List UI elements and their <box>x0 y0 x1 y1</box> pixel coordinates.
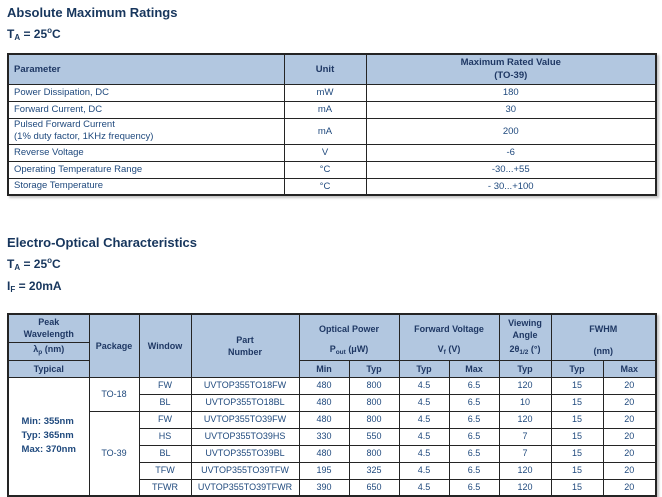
value-cell: 480 <box>299 377 349 394</box>
cond-symbol: T <box>7 257 15 271</box>
value-cell: 800 <box>349 411 399 428</box>
value-cell: 15 <box>551 411 603 428</box>
value-cell: 20 <box>603 411 656 428</box>
unit-cell: °C <box>284 178 366 195</box>
typical-header: Typical <box>8 360 89 377</box>
value-cell: 20 <box>603 479 656 496</box>
cond-subscript: A <box>14 263 21 272</box>
max-rated-value-line2: (TO-39) <box>494 70 528 82</box>
value-cell: 4.5 <box>399 394 449 411</box>
forward-voltage-header: Forward Voltage $V_f$ (V) <box>399 314 499 360</box>
va-typ-header: Typ <box>499 360 551 377</box>
parameter-cell: Reverse Voltage <box>8 144 284 161</box>
table-row <box>8 411 656 428</box>
table-row <box>8 161 656 178</box>
pout-min-header: Min <box>299 360 349 377</box>
pout-typ-header: Typ <box>349 360 399 377</box>
value-cell: 15 <box>551 377 603 394</box>
value-cell: 6.5 <box>449 462 499 479</box>
value-cell: 390 <box>299 479 349 496</box>
cond-subscript: A <box>14 33 21 42</box>
window-cell: TFW <box>139 462 191 479</box>
table-row <box>8 178 656 195</box>
table-row <box>8 144 656 161</box>
value-cell: - 30...+100 <box>366 178 656 195</box>
package-cell-to18: TO-18 <box>89 377 139 411</box>
value-cell: 800 <box>349 377 399 394</box>
value-cell: 7 <box>499 428 551 445</box>
value-cell: 800 <box>349 394 399 411</box>
cond-subscript: F <box>10 285 16 294</box>
vf-max-header: Max <box>449 360 499 377</box>
cond-value: = 20mA <box>15 279 62 293</box>
electro-optical-title: Electro-Optical Characteristics <box>7 235 198 250</box>
part-number-cell: UVTOP355TO39HS <box>191 428 299 445</box>
window-cell: FW <box>139 411 191 428</box>
value-cell: 15 <box>551 445 603 462</box>
abs-max-title: Absolute Maximum Ratings <box>7 5 178 20</box>
abs-max-condition <box>7 21 655 47</box>
part-number-header: Part Number <box>191 314 299 377</box>
parameter-cell: Operating Temperature Range <box>8 161 284 178</box>
parameter-cell: Power Dissipation, DC <box>8 84 284 101</box>
table1-header-row <box>8 54 656 84</box>
part-number-cell: UVTOP355TO39TFW <box>191 462 299 479</box>
parameter-cell: Forward Current, DC <box>8 101 284 118</box>
value-cell: 330 <box>299 428 349 445</box>
value-cell: 4.5 <box>399 462 449 479</box>
value-cell: -30...+55 <box>366 161 656 178</box>
window-cell: BL <box>139 445 191 462</box>
part-number-cell: UVTOP355TO18BL <box>191 394 299 411</box>
degree-symbol: o <box>47 26 53 35</box>
eo-condition-temperature <box>7 251 655 277</box>
value-cell: 30 <box>366 101 656 118</box>
lambda-header: $\lambda_p$ (nm) <box>8 342 89 360</box>
value-cell: 6.5 <box>449 394 499 411</box>
value-cell: 195 <box>299 462 349 479</box>
value-cell: 650 <box>349 479 399 496</box>
value-cell: 20 <box>603 462 656 479</box>
value-cell: 480 <box>299 445 349 462</box>
value-cell: 180 <box>366 84 656 101</box>
vf-typ-header: Typ <box>399 360 449 377</box>
unit-cell: mW <box>284 84 366 101</box>
cond-unit: C <box>52 27 61 41</box>
value-cell: 7 <box>499 445 551 462</box>
parameter-column-header: Parameter <box>8 54 284 84</box>
table-row <box>8 84 656 101</box>
window-cell: HS <box>139 428 191 445</box>
unit-column-header: Unit <box>284 54 366 84</box>
value-cell: 325 <box>349 462 399 479</box>
value-cell: 480 <box>299 411 349 428</box>
degree-symbol: o <box>47 256 53 265</box>
max-rated-value-line1: Maximum Rated Value <box>460 57 561 69</box>
value-cell: 200 <box>366 118 656 144</box>
max-rated-value-column-header <box>366 54 656 84</box>
value-cell: 4.5 <box>399 479 449 496</box>
cond-symbol: T <box>7 27 15 41</box>
wavelength-summary-cell: Min: 355nm Typ: 365nm Max: 370nm <box>8 377 89 496</box>
parameter-cell: Storage Temperature <box>8 178 284 195</box>
eo-condition-current <box>7 277 655 299</box>
value-cell: 4.5 <box>399 411 449 428</box>
cond-value: = 25 <box>20 257 48 271</box>
unit-cell: V <box>284 144 366 161</box>
value-cell: 6.5 <box>449 411 499 428</box>
cond-value: = 25 <box>20 27 48 41</box>
value-cell: 120 <box>499 377 551 394</box>
value-cell: 15 <box>551 394 603 411</box>
cond-symbol: I <box>7 279 11 293</box>
value-cell: 800 <box>349 445 399 462</box>
fwhm-typ-header: Typ <box>551 360 603 377</box>
table-row <box>8 377 656 394</box>
window-cell: TFWR <box>139 479 191 496</box>
electro-optical-table <box>7 313 657 497</box>
package-cell-to39: TO-39 <box>89 411 139 496</box>
value-cell: 480 <box>299 394 349 411</box>
unit-cell: mA <box>284 118 366 144</box>
optical-power-header: Optical Power $P_{out}$ (μW) <box>299 314 399 360</box>
fwhm-max-header: Max <box>603 360 656 377</box>
value-cell: 550 <box>349 428 399 445</box>
window-header: Window <box>139 314 191 377</box>
value-cell: 6.5 <box>449 445 499 462</box>
table-row <box>8 118 656 144</box>
value-cell: 4.5 <box>399 428 449 445</box>
value-cell: 4.5 <box>399 445 449 462</box>
fwhm-header: FWHM (nm) <box>551 314 656 360</box>
value-cell: 15 <box>551 462 603 479</box>
unit-cell: °C <box>284 161 366 178</box>
window-cell: BL <box>139 394 191 411</box>
value-cell: 10 <box>499 394 551 411</box>
unit-cell: mA <box>284 101 366 118</box>
value-cell: -6 <box>366 144 656 161</box>
value-cell: 15 <box>551 479 603 496</box>
part-number-cell: UVTOP355TO39FW <box>191 411 299 428</box>
parameter-cell: Pulsed Forward Current (1% duty factor, 1KHz frequency) <box>8 118 284 144</box>
value-cell: 120 <box>499 411 551 428</box>
table-row <box>8 101 656 118</box>
value-cell: 20 <box>603 428 656 445</box>
value-cell: 20 <box>603 394 656 411</box>
window-cell: FW <box>139 377 191 394</box>
value-cell: 6.5 <box>449 377 499 394</box>
value-cell: 20 <box>603 445 656 462</box>
value-cell: 120 <box>499 462 551 479</box>
value-cell: 6.5 <box>449 479 499 496</box>
package-header: Package <box>89 314 139 377</box>
value-cell: 120 <box>499 479 551 496</box>
cond-unit: C <box>52 257 61 271</box>
value-cell: 6.5 <box>449 428 499 445</box>
value-cell: 20 <box>603 377 656 394</box>
peak-wavelength-header: Peak Wavelength <box>8 314 89 342</box>
part-number-cell: UVTOP355TO39TFWR <box>191 479 299 496</box>
part-number-cell: UVTOP355TO39BL <box>191 445 299 462</box>
value-cell: 15 <box>551 428 603 445</box>
viewing-angle-header: Viewing Angle $2\theta_{1/2}$ (°) <box>499 314 551 360</box>
absolute-maximum-ratings-table <box>7 53 657 196</box>
value-cell: 4.5 <box>399 377 449 394</box>
table2-header-row-1 <box>8 314 656 342</box>
part-number-cell: UVTOP355TO18FW <box>191 377 299 394</box>
